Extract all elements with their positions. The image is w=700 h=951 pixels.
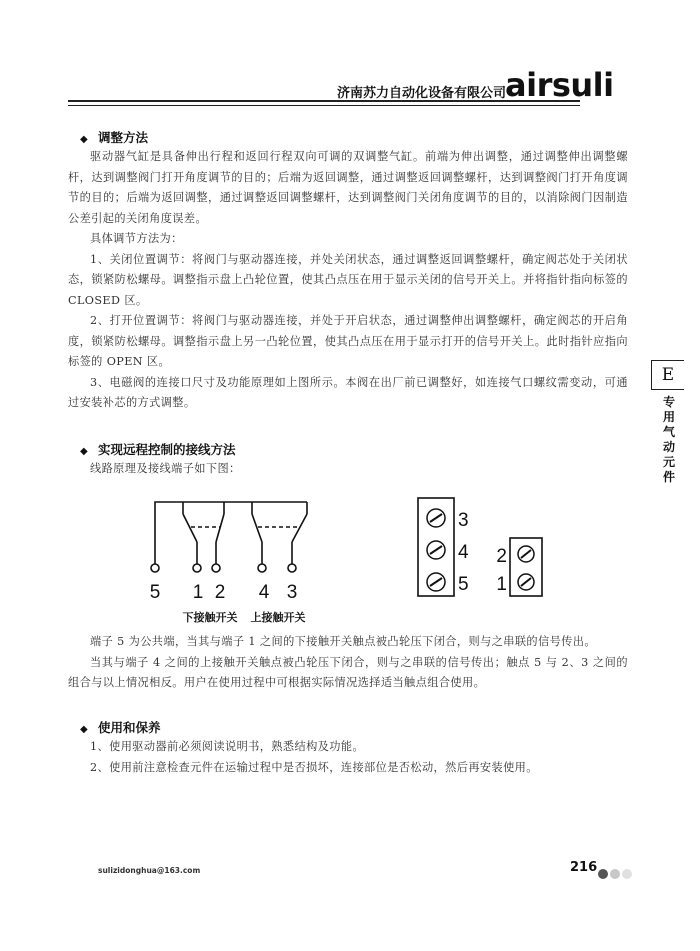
- diamond-bullet-icon: ◆: [80, 134, 88, 145]
- section-tab-text: 专用气动元件: [663, 395, 676, 484]
- use-body: [68, 737, 628, 778]
- page-dot-icon: [610, 869, 620, 879]
- block-label: 4: [458, 542, 469, 563]
- lower-switch-label: 下接触开关: [182, 611, 238, 624]
- adjust-body: [68, 147, 628, 414]
- section-title-use: ◆ 使用和保养: [80, 720, 161, 735]
- section-title-adjust: ◆ 调整方法: [80, 130, 149, 145]
- header-rule: [68, 100, 580, 106]
- terminal-label: 5: [149, 582, 161, 603]
- remote-explanation: [68, 632, 628, 694]
- adjust-paragraph: 2、打开位置调节：将阀门与驱动器连接，并处于开启状态，通过调整伸出调整螺杆，确定阀芯的开启角度，锁紧防松螺母。调整指示盘上另一凸轮位置，使其凸点压在用于显示打开的信号开关上。此时指针应指向标签的 OPEN 区。: [68, 314, 628, 368]
- wiring-diagram: [140, 490, 560, 630]
- adjust-paragraph: 驱动器气缸是具备伸出行程和返回行程双向可调的双调整气缸。前端为伸出调整，通过调整伸出调整螺杆，达到调整阀门打开角度调节的目的；后端为返回调整，通过调整返回调整螺杆，达到调整阀门打开角度调节的目的；后端为返回调整，通过调整返回调整螺杆，达到调整阀门关闭角度调节的目的，以消除阀门因制造公差引起的关闭角度误差。: [68, 150, 628, 225]
- terminal-circle: [288, 564, 296, 572]
- terminal-label: 1: [192, 582, 204, 603]
- terminal-circle: [258, 564, 266, 572]
- footer-email: sulizidonghua@163.com: [98, 866, 201, 875]
- terminal-label: 2: [214, 582, 226, 603]
- use-item: 2、使用前注意检查元件在运输过程中是否损坏，连接部位是否松动，然后再安装使用。: [90, 760, 538, 774]
- terminal-circle: [151, 564, 159, 572]
- company-name: 济南苏力自动化设备有限公司: [336, 86, 506, 101]
- terminal-label: 3: [286, 582, 298, 603]
- block-label: 2: [496, 546, 507, 567]
- section-tab-letter: E: [651, 360, 684, 390]
- remote-paragraph: 端子 5 为公共端，当其与端子 1 之间的下接触开关触点被凸轮压下闭合，则与之串联的信号传出。: [90, 635, 596, 648]
- remote-paragraph: 当其与端子 4 之间的上接触开关触点被凸轮压下闭合，则与之串联的信号传出；触点 5 与 2、3 之间的组合与以上情况相反。用户在使用过程中可根据实际情况选择适当触点组合使用。: [68, 655, 628, 689]
- page-number: 216: [570, 860, 598, 875]
- diamond-bullet-icon: ◆: [80, 724, 88, 735]
- terminal-label: 4: [258, 582, 270, 603]
- block-label: 1: [496, 574, 507, 595]
- page-dot-icon: [622, 869, 632, 879]
- block-label: 5: [458, 574, 469, 595]
- common-wire: [155, 502, 307, 564]
- block-label: 3: [458, 510, 469, 531]
- upper-switch-label: 上接触开关: [250, 611, 306, 624]
- use-item: 1、使用驱动器前必须阅读说明书，熟悉结构及功能。: [90, 740, 365, 753]
- brand-logo-text: airsuli: [505, 66, 614, 104]
- remote-intro: 线路原理及接线端子如下图：: [90, 462, 241, 475]
- diamond-bullet-icon: ◆: [80, 446, 88, 457]
- adjust-paragraph: 3、电磁阀的连接口尺寸及功能原理如上图所示。本阀在出厂前已调整好，如连接气口螺纹需变动，可通过安装补芯的方式调整。: [68, 375, 628, 409]
- adjust-paragraph: 1、关闭位置调节：将阀门与驱动器连接，并处关闭状态，通过调整返回调整螺杆，确定阀芯处于关闭状态，锁紧防松螺母。调整指示盘上凸轮位置，使其凸点压在用于显示关闭的信号开关上。并将指针指向标签的 CLOSED 区。: [68, 252, 628, 307]
- terminal-circle: [212, 564, 220, 572]
- section-title-remote: ◆ 实现远程控制的接线方法: [80, 442, 236, 457]
- page-dot-icon: [598, 869, 608, 879]
- adjust-paragraph: 具体调节方法为：: [90, 232, 183, 245]
- terminal-circle: [193, 564, 201, 572]
